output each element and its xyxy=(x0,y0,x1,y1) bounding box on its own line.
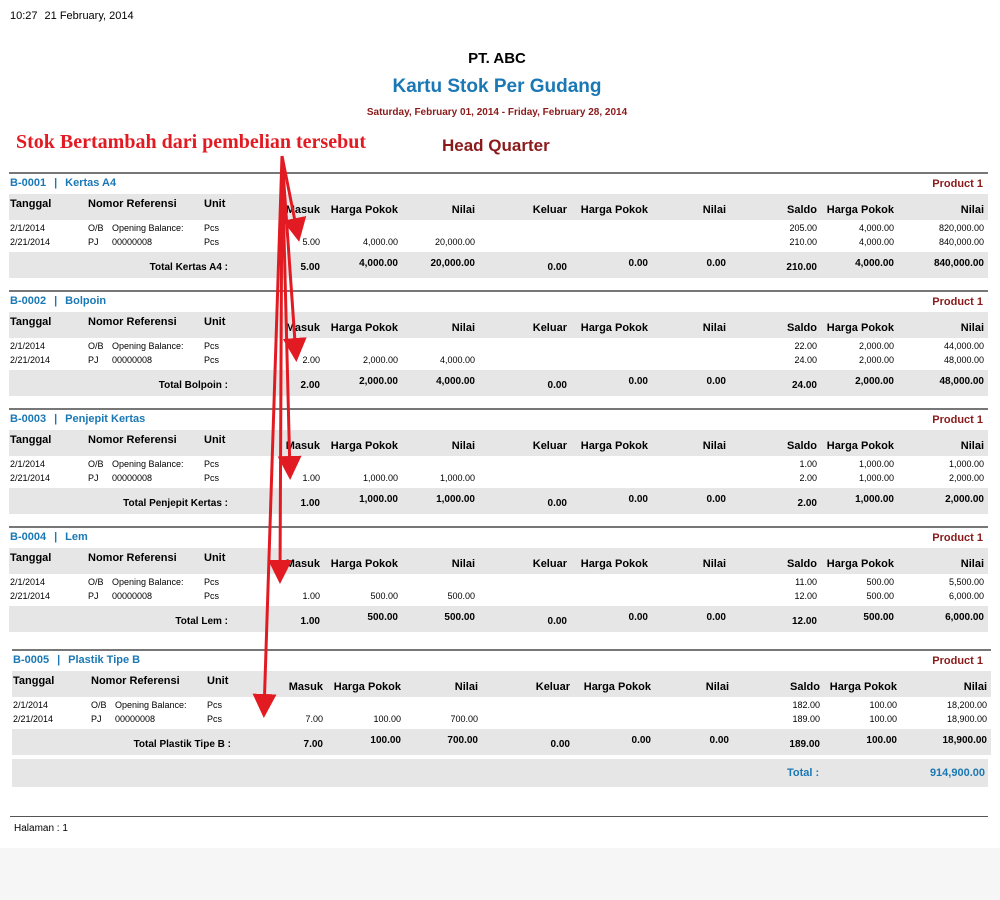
cell-saldo: 189.00 xyxy=(792,714,820,724)
cell-harga_masuk: 4,000.00 xyxy=(362,237,398,247)
column-header-row xyxy=(9,430,988,456)
total-keluar: 0.00 xyxy=(547,262,567,273)
column-header-nomor: Nomor Referensi xyxy=(88,198,177,210)
column-header-nomor: Nomor Referensi xyxy=(88,316,177,328)
item-name: Lem xyxy=(65,531,88,543)
cell-type: PJ xyxy=(88,473,99,483)
cell-type: O/B xyxy=(88,223,104,233)
column-header-row xyxy=(9,194,988,220)
column-header-nilai1: Nilai xyxy=(454,681,478,693)
cell-nilai_masuk: 4,000.00 xyxy=(439,355,475,365)
column-header-keluar: Keluar xyxy=(535,681,570,693)
company-name: PT. ABC xyxy=(468,50,526,67)
total-keluar: 0.00 xyxy=(547,616,567,627)
total-nilai_masuk: 20,000.00 xyxy=(430,258,475,269)
cell-ref: 00000008 xyxy=(112,237,153,247)
column-header-harga3: Harga Pokok xyxy=(826,204,894,216)
total-saldo: 24.00 xyxy=(791,380,817,391)
total-nilai_saldo: 840,000.00 xyxy=(933,258,984,269)
column-header-nilai3: Nilai xyxy=(960,204,984,216)
column-header-harga2: Harga Pokok xyxy=(580,440,648,452)
item-category: Product 1 xyxy=(932,532,983,544)
cell-harga_saldo: 1,000.00 xyxy=(858,459,894,469)
cell-saldo: 210.00 xyxy=(789,237,817,247)
cell-nilai_saldo: 48,000.00 xyxy=(943,355,984,365)
total-saldo: 2.00 xyxy=(797,498,817,509)
total-label: Total Plastik Tipe B : xyxy=(133,739,231,750)
cell-unit: Pcs xyxy=(204,577,220,587)
total-harga_saldo: 4,000.00 xyxy=(855,258,894,269)
cell-unit: Pcs xyxy=(207,700,223,710)
print-timestamp xyxy=(10,10,141,22)
total-keluar: 0.00 xyxy=(547,380,567,391)
column-header-nomor: Nomor Referensi xyxy=(88,552,177,564)
total-harga_masuk: 2,000.00 xyxy=(359,376,398,387)
column-header-harga2: Harga Pokok xyxy=(580,204,648,216)
cell-date: 2/21/2014 xyxy=(10,473,51,483)
column-header-nilai1: Nilai xyxy=(451,322,475,334)
column-header-row xyxy=(9,548,988,574)
cell-unit: Pcs xyxy=(204,237,220,247)
table-row xyxy=(12,699,991,712)
item-code-header xyxy=(10,295,106,307)
cell-saldo: 2.00 xyxy=(799,473,817,483)
cell-unit: Pcs xyxy=(204,591,220,601)
column-header-tanggal: Tanggal xyxy=(10,552,52,564)
total-harga_masuk: 1,000.00 xyxy=(359,494,398,505)
total-masuk: 2.00 xyxy=(300,380,320,391)
cell-nilai_saldo: 18,900.00 xyxy=(946,714,987,724)
cell-harga_masuk: 1,000.00 xyxy=(362,473,398,483)
cell-date: 2/21/2014 xyxy=(10,355,51,365)
total-harga_masuk: 500.00 xyxy=(367,612,398,623)
column-header-unit: Unit xyxy=(207,675,229,687)
column-header-masuk: Masuk xyxy=(288,681,323,693)
total-nilai_masuk: 4,000.00 xyxy=(436,376,475,387)
item-code-header xyxy=(13,654,140,666)
item-code: B-0003 xyxy=(10,413,47,425)
column-header-masuk: Masuk xyxy=(285,322,320,334)
column-header-harga1: Harga Pokok xyxy=(330,558,398,570)
cell-saldo: 1.00 xyxy=(799,459,817,469)
item-code-header xyxy=(10,531,88,543)
cell-harga_saldo: 1,000.00 xyxy=(858,473,894,483)
column-header-tanggal: Tanggal xyxy=(10,198,52,210)
total-label: Total Lem : xyxy=(175,616,228,627)
total-saldo: 189.00 xyxy=(789,739,820,750)
total-keluar: 0.00 xyxy=(550,739,570,750)
table-row xyxy=(9,472,988,485)
column-header-harga1: Harga Pokok xyxy=(330,440,398,452)
report-period: Saturday, February 01, 2014 - Friday, February 28, 2014 xyxy=(366,107,628,118)
total-masuk: 1.00 xyxy=(300,616,320,627)
total-nilai_keluar: 0.00 xyxy=(709,735,729,746)
cell-harga_saldo: 2,000.00 xyxy=(858,341,894,351)
total-nilai_saldo: 18,900.00 xyxy=(942,735,987,746)
cell-unit: Pcs xyxy=(207,714,223,724)
column-header-nilai1: Nilai xyxy=(451,558,475,570)
cell-harga_saldo: 500.00 xyxy=(866,591,894,601)
column-header-masuk: Masuk xyxy=(285,440,320,452)
page-backdrop xyxy=(0,848,1000,900)
column-header-row xyxy=(12,671,991,697)
column-header-unit: Unit xyxy=(204,198,226,210)
cell-nilai_saldo: 18,200.00 xyxy=(946,700,987,710)
cell-masuk: 2.00 xyxy=(302,355,320,365)
column-header-nilai3: Nilai xyxy=(960,440,984,452)
total-nilai_keluar: 0.00 xyxy=(706,258,726,269)
column-header-nilai1: Nilai xyxy=(451,440,475,452)
section-total-row xyxy=(9,252,988,278)
column-header-tanggal: Tanggal xyxy=(13,675,55,687)
total-harga_keluar: 0.00 xyxy=(628,612,648,623)
grand-total-bar xyxy=(12,759,988,787)
item-name: Plastik Tipe B xyxy=(68,654,141,666)
warehouse-name: Head Quarter xyxy=(442,136,550,155)
item-code: B-0001 xyxy=(10,177,47,189)
print-time: 10:27 xyxy=(10,10,38,22)
page-number: Halaman : 1 xyxy=(14,823,68,834)
cell-ref: Opening Balance: xyxy=(112,577,184,587)
cell-ref: 00000008 xyxy=(115,714,156,724)
total-label: Total Penjepit Kertas : xyxy=(123,498,228,509)
cell-saldo: 24.00 xyxy=(794,355,817,365)
cell-ref: 00000008 xyxy=(112,591,153,601)
cell-ref: Opening Balance: xyxy=(112,341,184,351)
cell-date: 2/21/2014 xyxy=(10,591,51,601)
cell-date: 2/1/2014 xyxy=(13,700,49,710)
cell-date: 2/21/2014 xyxy=(13,714,54,724)
section-total-row xyxy=(9,370,988,396)
item-code-header xyxy=(10,413,145,425)
cell-type: PJ xyxy=(91,714,102,724)
cell-nilai_saldo: 1,000.00 xyxy=(948,459,984,469)
cell-masuk: 1.00 xyxy=(302,473,320,483)
cell-harga_masuk: 100.00 xyxy=(373,714,401,724)
cell-type: PJ xyxy=(88,237,99,247)
column-header-nilai2: Nilai xyxy=(702,440,726,452)
column-header-harga2: Harga Pokok xyxy=(583,681,651,693)
column-header-unit: Unit xyxy=(204,552,226,564)
column-header-keluar: Keluar xyxy=(532,204,567,216)
total-nilai_masuk: 700.00 xyxy=(447,735,478,746)
total-harga_saldo: 100.00 xyxy=(866,735,897,746)
total-keluar: 0.00 xyxy=(547,498,567,509)
cell-ref: Opening Balance: xyxy=(115,700,187,710)
item-name: Kertas A4 xyxy=(65,177,117,189)
cell-harga_saldo: 4,000.00 xyxy=(858,237,894,247)
total-harga_keluar: 0.00 xyxy=(628,376,648,387)
table-row xyxy=(9,354,988,367)
section-total-row xyxy=(12,729,991,755)
cell-nilai_masuk: 1,000.00 xyxy=(439,473,475,483)
item-separator: | xyxy=(54,413,58,425)
cell-unit: Pcs xyxy=(204,459,220,469)
cell-date: 2/1/2014 xyxy=(10,223,46,233)
column-header-harga2: Harga Pokok xyxy=(580,322,648,334)
report-title: Kartu Stok Per Gudang xyxy=(392,76,602,97)
total-harga_keluar: 0.00 xyxy=(628,258,648,269)
cell-harga_saldo: 2,000.00 xyxy=(858,355,894,365)
table-row xyxy=(12,713,991,726)
column-header-tanggal: Tanggal xyxy=(10,434,52,446)
item-separator: | xyxy=(54,531,58,543)
column-header-harga1: Harga Pokok xyxy=(330,204,398,216)
total-masuk: 5.00 xyxy=(300,262,320,273)
cell-harga_saldo: 100.00 xyxy=(869,714,897,724)
cell-type: O/B xyxy=(88,577,104,587)
item-separator: | xyxy=(54,177,58,189)
column-header-row xyxy=(9,312,988,338)
total-saldo: 210.00 xyxy=(786,262,817,273)
total-masuk: 7.00 xyxy=(303,739,323,750)
cell-nilai_saldo: 820,000.00 xyxy=(938,223,984,233)
cell-saldo: 12.00 xyxy=(794,591,817,601)
column-header-nomor: Nomor Referensi xyxy=(91,675,180,687)
column-header-harga3: Harga Pokok xyxy=(826,440,894,452)
table-row xyxy=(9,458,988,471)
item-category: Product 1 xyxy=(932,178,983,190)
column-header-harga1: Harga Pokok xyxy=(330,322,398,334)
cell-masuk: 5.00 xyxy=(302,237,320,247)
cell-date: 2/1/2014 xyxy=(10,459,46,469)
cell-ref: Opening Balance: xyxy=(112,459,184,469)
column-header-masuk: Masuk xyxy=(285,204,320,216)
total-masuk: 1.00 xyxy=(300,498,320,509)
cell-nilai_saldo: 6,000.00 xyxy=(948,591,984,601)
column-header-tanggal: Tanggal xyxy=(10,316,52,328)
total-nilai_masuk: 500.00 xyxy=(444,612,475,623)
total-nilai_keluar: 0.00 xyxy=(706,376,726,387)
item-code-header xyxy=(10,177,116,189)
column-header-harga3: Harga Pokok xyxy=(826,558,894,570)
cell-masuk: 7.00 xyxy=(305,714,323,724)
item-name: Bolpoin xyxy=(65,295,107,307)
column-header-masuk: Masuk xyxy=(285,558,320,570)
cell-harga_saldo: 500.00 xyxy=(866,577,894,587)
column-header-nilai3: Nilai xyxy=(960,558,984,570)
total-harga_keluar: 0.00 xyxy=(631,735,651,746)
section-total-row xyxy=(9,606,988,632)
cell-ref: Opening Balance: xyxy=(112,223,184,233)
cell-saldo: 22.00 xyxy=(794,341,817,351)
column-header-harga3: Harga Pokok xyxy=(826,322,894,334)
total-harga_keluar: 0.00 xyxy=(628,494,648,505)
total-harga_masuk: 4,000.00 xyxy=(359,258,398,269)
cell-harga_saldo: 4,000.00 xyxy=(858,223,894,233)
item-category: Product 1 xyxy=(932,296,983,308)
cell-date: 2/1/2014 xyxy=(10,577,46,587)
item-code: B-0005 xyxy=(13,654,50,666)
column-header-saldo: Saldo xyxy=(787,322,817,334)
cell-masuk: 1.00 xyxy=(302,591,320,601)
table-row xyxy=(9,590,988,603)
column-header-keluar: Keluar xyxy=(532,440,567,452)
cell-date: 2/1/2014 xyxy=(10,341,46,351)
cell-harga_masuk: 500.00 xyxy=(370,591,398,601)
cell-nilai_saldo: 5,500.00 xyxy=(948,577,984,587)
column-header-harga3: Harga Pokok xyxy=(829,681,897,693)
column-header-unit: Unit xyxy=(204,316,226,328)
section-divider xyxy=(9,526,988,528)
item-separator: | xyxy=(57,654,61,666)
total-nilai_keluar: 0.00 xyxy=(706,494,726,505)
table-row xyxy=(9,236,988,249)
grand-total-value: 914,900.00 xyxy=(929,767,985,779)
cell-saldo: 182.00 xyxy=(792,700,820,710)
section-divider xyxy=(9,408,988,410)
cell-unit: Pcs xyxy=(204,473,220,483)
cell-type: O/B xyxy=(91,700,107,710)
section-divider xyxy=(9,290,988,292)
cell-type: O/B xyxy=(88,459,104,469)
total-nilai_saldo: 6,000.00 xyxy=(945,612,984,623)
cell-nilai_masuk: 20,000.00 xyxy=(434,237,475,247)
cell-type: O/B xyxy=(88,341,104,351)
column-header-saldo: Saldo xyxy=(787,440,817,452)
section-divider xyxy=(12,649,991,651)
column-header-nilai2: Nilai xyxy=(702,558,726,570)
cell-unit: Pcs xyxy=(204,223,220,233)
total-saldo: 12.00 xyxy=(791,616,817,627)
item-code: B-0004 xyxy=(10,531,47,543)
column-header-harga2: Harga Pokok xyxy=(580,558,648,570)
column-header-nilai3: Nilai xyxy=(963,681,987,693)
cell-nilai_masuk: 700.00 xyxy=(450,714,478,724)
column-header-nilai2: Nilai xyxy=(702,204,726,216)
table-row xyxy=(9,576,988,589)
cell-ref: 00000008 xyxy=(112,473,153,483)
cell-nilai_saldo: 2,000.00 xyxy=(948,473,984,483)
total-harga_saldo: 2,000.00 xyxy=(855,376,894,387)
column-header-saldo: Saldo xyxy=(787,204,817,216)
cell-harga_masuk: 2,000.00 xyxy=(362,355,398,365)
column-header-keluar: Keluar xyxy=(532,322,567,334)
column-header-nilai2: Nilai xyxy=(705,681,729,693)
column-header-harga1: Harga Pokok xyxy=(333,681,401,693)
column-header-nilai1: Nilai xyxy=(451,204,475,216)
total-label: Total Kertas A4 : xyxy=(149,262,228,273)
item-category: Product 1 xyxy=(932,655,983,667)
cell-saldo: 205.00 xyxy=(789,223,817,233)
column-header-nilai2: Nilai xyxy=(702,322,726,334)
column-header-keluar: Keluar xyxy=(532,558,567,570)
section-divider xyxy=(9,172,988,174)
item-code: B-0002 xyxy=(10,295,47,307)
column-header-nilai3: Nilai xyxy=(960,322,984,334)
cell-type: PJ xyxy=(88,591,99,601)
column-header-nomor: Nomor Referensi xyxy=(88,434,177,446)
item-separator: | xyxy=(54,295,58,307)
total-harga_masuk: 100.00 xyxy=(370,735,401,746)
item-name: Penjepit Kertas xyxy=(65,413,146,425)
print-date: 21 February, 2014 xyxy=(44,10,134,22)
cell-ref: 00000008 xyxy=(112,355,153,365)
cell-nilai_saldo: 44,000.00 xyxy=(943,341,984,351)
cell-nilai_saldo: 840,000.00 xyxy=(938,237,984,247)
cell-harga_saldo: 100.00 xyxy=(869,700,897,710)
column-header-unit: Unit xyxy=(204,434,226,446)
section-total-row xyxy=(9,488,988,514)
cell-date: 2/21/2014 xyxy=(10,237,51,247)
annotation-text: Stok Bertambah dari pembelian tersebut xyxy=(16,131,366,153)
total-label: Total Bolpoin : xyxy=(158,380,228,391)
grand-total-label: Total : xyxy=(787,767,820,779)
total-nilai_saldo: 2,000.00 xyxy=(945,494,984,505)
total-nilai_masuk: 1,000.00 xyxy=(436,494,475,505)
table-row xyxy=(9,222,988,235)
table-row xyxy=(9,340,988,353)
column-header-saldo: Saldo xyxy=(787,558,817,570)
cell-unit: Pcs xyxy=(204,355,220,365)
cell-unit: Pcs xyxy=(204,341,220,351)
cell-saldo: 11.00 xyxy=(795,577,817,587)
total-harga_saldo: 500.00 xyxy=(863,612,894,623)
cell-nilai_masuk: 500.00 xyxy=(447,591,475,601)
total-nilai_saldo: 48,000.00 xyxy=(939,376,984,387)
column-header-saldo: Saldo xyxy=(790,681,820,693)
total-nilai_keluar: 0.00 xyxy=(706,612,726,623)
item-category: Product 1 xyxy=(932,414,983,426)
footer-divider xyxy=(10,816,988,817)
total-harga_saldo: 1,000.00 xyxy=(855,494,894,505)
cell-type: PJ xyxy=(88,355,99,365)
